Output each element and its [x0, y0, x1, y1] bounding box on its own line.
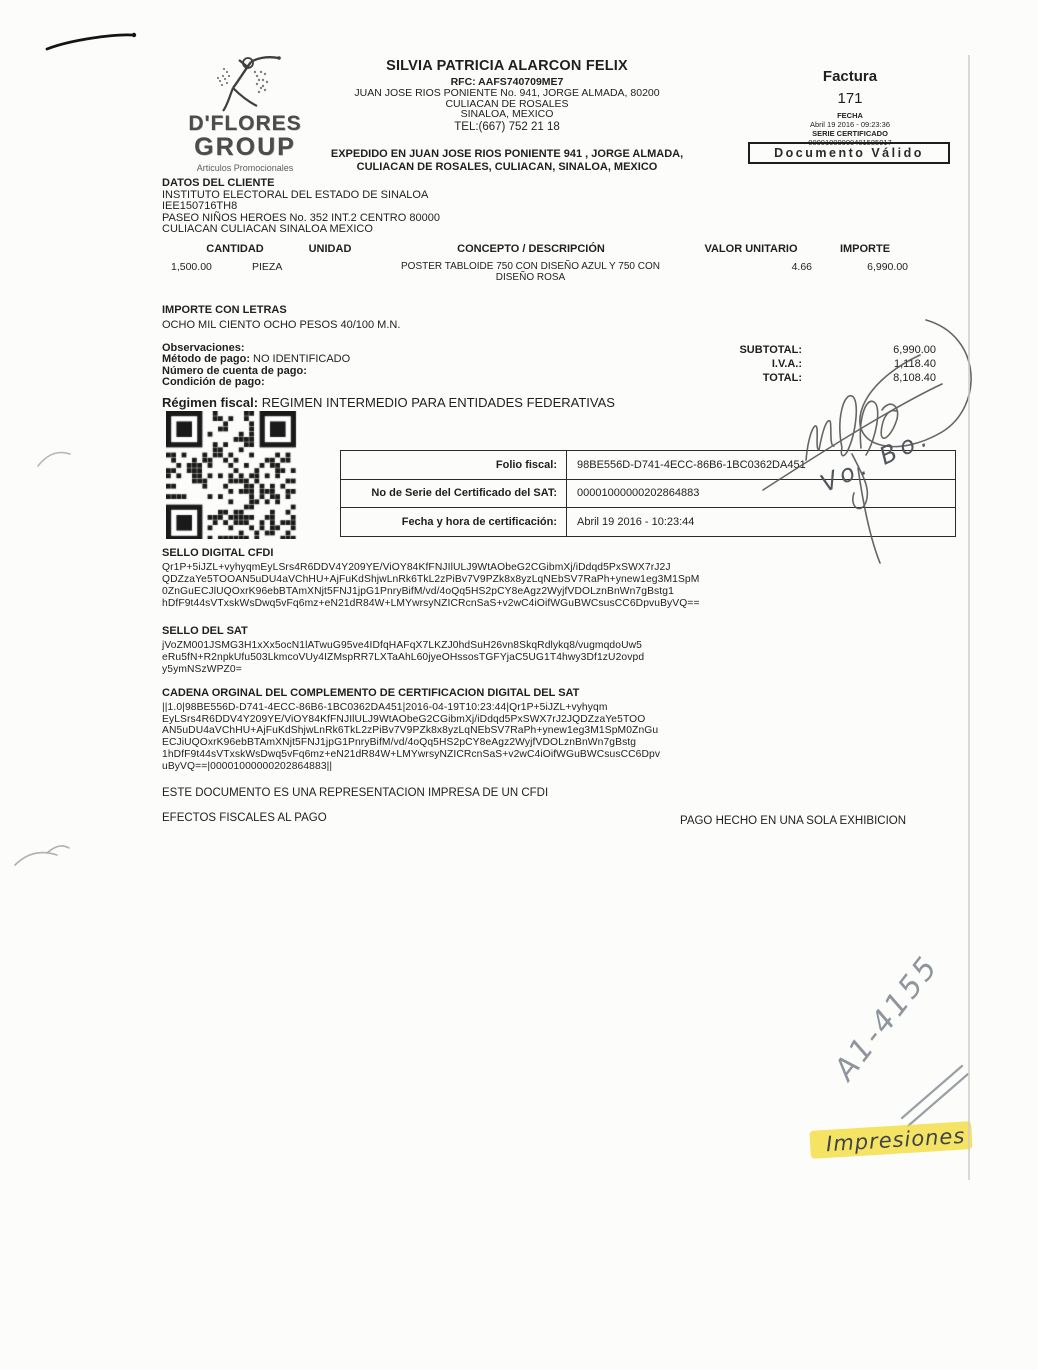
- certification-datetime-value: Abril 19 2016 - 10:23:44: [577, 515, 695, 528]
- pen-stroke-mark: [35, 24, 150, 60]
- regimen-label: Régimen fiscal:: [162, 395, 259, 410]
- cadena-line: ECJiUQOxrK96ebBTAmXNjt5FNJ1jpG1PnryBifM/vd/4oQq5HS2pCY8eAgz2WyjfVDOLznBnWn7gBstg: [162, 737, 637, 749]
- items-header-cantidad: CANTIDAD: [206, 243, 264, 255]
- issuer-header: [318, 58, 696, 174]
- observations-block: [162, 343, 350, 389]
- table-row: [341, 508, 955, 536]
- issued-at-line1: EXPEDIDO EN JUAN JOSE RIOS PONIENTE 941 , JORGE ALMADA,: [330, 147, 684, 160]
- invoice-title: Factura: [822, 68, 878, 85]
- certification-datetime-label: Fecha y hora de certificación:: [341, 508, 567, 536]
- scan-mark-lower: [5, 835, 95, 880]
- payment-method-value: NO IDENTIFICADO: [253, 353, 351, 366]
- issuer-name: SILVIA PATRICIA ALARCON FELIX: [386, 58, 628, 74]
- item-unidad: PIEZA: [252, 261, 283, 273]
- sello-sat-heading: SELLO DEL SAT: [162, 625, 248, 637]
- sello-cfdi-line: 0ZnGuECJlUQOxrK96ebBTAmXNjt5FNJ1jpG1PnryBifM/vd/4oQq5HS2pCY8eAgz2WyjfVDOLznBnWn7gBstg1: [162, 586, 674, 597]
- items-header-valor-unitario: VALOR UNITARIO: [704, 243, 798, 255]
- items-header-importe: IMPORTE: [839, 243, 891, 255]
- payment-exhibition-note: PAGO HECHO EN UNA SOLA EXHIBICION: [680, 815, 907, 827]
- sello-cfdi-text: [162, 562, 812, 610]
- client-rfc: IEE150716TH8: [162, 200, 238, 213]
- issuer-address-line1: JUAN JOSE RIOS PONIENTE No. 941, JORGE ALMADA, 80200: [354, 87, 660, 99]
- sat-certificate-label: No de Serie del Certificado del SAT:: [341, 480, 567, 508]
- issuer-phone: TEL:(667) 752 21 18: [454, 120, 560, 133]
- item-cantidad: 1,500.00: [171, 261, 212, 273]
- subtotal-label: SUBTOTAL:: [739, 344, 802, 356]
- logo-tagline: Articulos Promocionales: [196, 163, 294, 173]
- page-fold-line: [968, 55, 970, 1180]
- company-logo: [172, 54, 318, 173]
- iva-label: I.V.A.:: [771, 358, 802, 371]
- folio-fiscal-label: Folio fiscal:: [341, 451, 567, 479]
- highlighted-word: Impresiones: [825, 1123, 966, 1157]
- client-city: CULIACAN CULIACAN SINALOA MEXICO: [162, 223, 373, 236]
- iva-value: 1,118.40: [893, 358, 936, 371]
- certificate-series: 00001000000401585917: [808, 138, 892, 147]
- issuer-address-line3: SINALOA, MEXICO: [460, 108, 554, 121]
- issuer-address-line2: CULIACAN DE ROSALES: [445, 97, 569, 110]
- sello-cfdi-line: QDZzaYe5TOOAN5uDU4aVChHU+AjFuKdShjwLnRk6TkL2zPiBv7V9PZk8x8yzLqNEbSV7RaPh+ynew1eg3M1SpM: [162, 574, 700, 585]
- client-block: [162, 178, 440, 236]
- totals-block: [690, 343, 936, 386]
- sello-sat-text: [162, 640, 812, 676]
- sello-cfdi-line: Qr1P+5iJZL+vyhyqmEyLSrs4R6DDV4Y209YE/ViOY84KfFNJIlULJ9WtAObeG2CGibmXj/iDdqd5PxSWX7rJ2J: [162, 562, 671, 573]
- item-valor-unitario: 4.66: [791, 261, 812, 273]
- cadena-line: ||1.0|98BE556D-D741-4ECC-86B6-1BC0362DA451|2016-04-19T10:23:44|Qr1P+5iJZL+vyhyqm: [162, 702, 608, 713]
- item-concepto: POSTER TABLOIDE 750 CON DISEÑO AZUL Y 750 CON DISEÑO ROSA: [401, 261, 660, 283]
- logo-name-line1: D'FLORES: [188, 112, 302, 135]
- logo-name-line2: GROUP: [194, 133, 296, 161]
- invoice-date: Abril 19 2016 - 09:23:36: [809, 120, 891, 129]
- sello-sat-line: eRu5fN+R2npkUfu503LkmcoVUy4IZMspRR7LXTaAhL60jyeOHssosTGFYjaC5UG1T4hwy3Df1zU2ovpd: [162, 652, 645, 663]
- invoice-meta: [752, 68, 948, 147]
- cadena-line: EyLSrs4R6DDV4Y209YE/ViOY84KfFNJIlULJ9WtAObeG2CGibmXj/iDdqd5PxSWX7rJ2JQDZzaYe5TOO: [162, 713, 646, 725]
- payment-condition-label: Condición de pago:: [162, 376, 265, 389]
- cfdi-representation-note: ESTE DOCUMENTO ES UNA REPRESENTACION IMPRESA DE UN CFDI: [162, 787, 549, 799]
- client-name: INSTITUTO ELECTORAL DEL ESTADO DE SINALOA: [162, 188, 429, 201]
- payment-account-label: Número de cuenta de pago:: [162, 364, 307, 377]
- handwritten-code: A1-4155: [827, 948, 946, 1087]
- cadena-heading: CADENA ORGINAL DEL COMPLEMENTO DE CERTIFICACION DIGITAL DEL SAT: [162, 687, 580, 699]
- cadena-line: AN5uDU4aVChHU+AjFuKdShjwLnRk6TkL2zPiBv7V9PZk8x8yzLqNEbSV7RaPh+ynew1eg3M1SpM0ZnGu: [162, 725, 659, 737]
- cadena-line: uByVQ==|00001000000202864883||: [162, 760, 333, 772]
- sello-cfdi-heading: SELLO DIGITAL CFDI: [162, 547, 274, 559]
- cadena-text: [162, 702, 812, 772]
- valid-document-stamp: Documento Válido: [748, 142, 950, 164]
- certificate-series-label: SERIE CERTIFICADO: [812, 129, 888, 138]
- qr-code: [166, 411, 298, 539]
- client-address: PASEO NIÑOS HEROES No. 352 INT.2 CENTRO 80000: [162, 211, 440, 224]
- sello-cfdi-line: hDfF9t44sVTxskWsDwq5vFq6mz+eN21dR84W+LMYwrsyNZICRcnSaS+v2wC4iOifWGuBWCsusCC6DpvuByVQ==: [162, 598, 700, 609]
- amount-words-label: IMPORTE CON LETRAS: [162, 304, 287, 316]
- item-importe: 6,990.00: [867, 261, 908, 273]
- regimen-fiscal: [162, 395, 615, 410]
- client-heading: DATOS DEL CLIENTE: [162, 177, 275, 189]
- sat-certificate-value: 00001000000202864883: [577, 487, 700, 500]
- scan-mark-upper: [8, 440, 88, 480]
- sello-sat-line: jVoZM001JSMG3H1xXx5ocN1lATwuG95ve4IDfqHAFqX7LKZJ0hdSuH26vn8SkqRdlykq8/vugmqdoUw5: [162, 640, 642, 651]
- items-header-unidad: UNIDAD: [308, 243, 352, 255]
- fiscal-effects-note: EFECTOS FISCALES AL PAGO: [162, 812, 327, 824]
- amount-words-text: OCHO MIL CIENTO OCHO PESOS 40/100 M.N.: [162, 319, 401, 331]
- total-value: 8,108.40: [893, 372, 936, 385]
- issued-at-line2: CULIACAN DE ROSALES, CULIACAN, SINALOA, MEXICO: [356, 160, 658, 173]
- logo-dancer-icon: [193, 54, 297, 112]
- observations-heading: Observaciones:: [162, 342, 245, 354]
- vobo-annotation: Vo. Bo.: [816, 422, 936, 498]
- issuer-rfc: RFC: AAFS740709ME7: [450, 76, 564, 88]
- total-label: TOTAL:: [762, 372, 802, 385]
- payment-method-label: Método de pago:: [162, 353, 250, 366]
- invoice-number: 171: [837, 90, 863, 107]
- folio-fiscal-value: 98BE556D-D741-4ECC-86B6-1BC0362DA451: [577, 458, 806, 471]
- invoice-date-label: FECHA: [837, 111, 863, 120]
- items-header-concepto: CONCEPTO / DESCRIPCIÓN: [457, 243, 605, 255]
- cadena-line: 1hDfF9t44sVTxskWsDwq5vFq6mz+eN21dR84W+LMYwrsyNZICRcnSaS+v2wC4iOifWGuBWCsusCC6Dpv: [162, 748, 661, 760]
- subtotal-value: 6,990.00: [893, 344, 936, 356]
- sello-sat-line: y5ymNSzWPZ0=: [162, 664, 242, 675]
- table-row: [341, 480, 955, 509]
- regimen-value: REGIMEN INTERMEDIO PARA ENTIDADES FEDERATIVAS: [261, 395, 615, 410]
